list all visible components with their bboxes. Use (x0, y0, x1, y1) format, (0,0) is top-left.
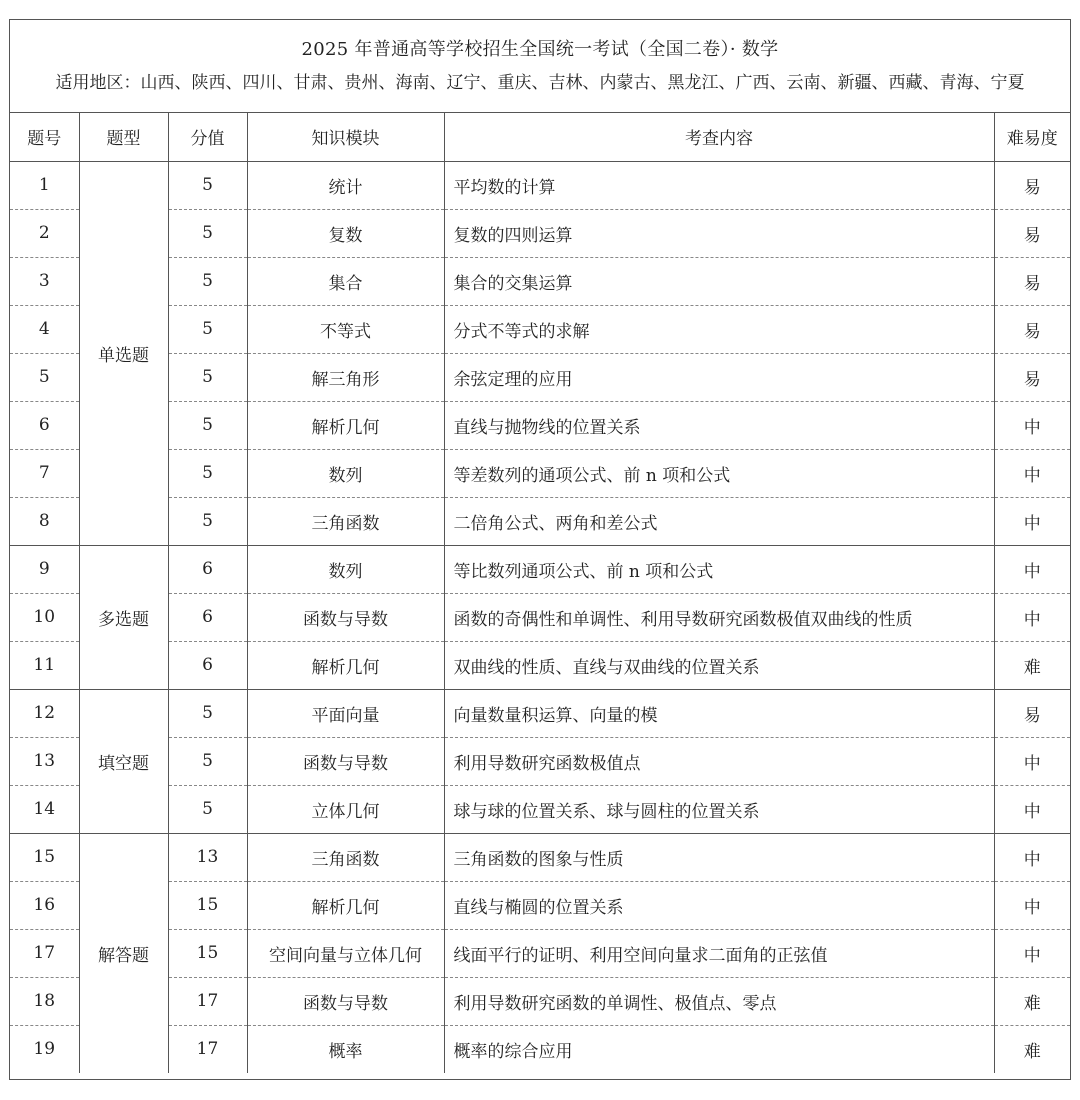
question-score: 5 (168, 257, 247, 305)
question-number: 8 (10, 497, 79, 545)
question-score: 17 (168, 977, 247, 1025)
difficulty-level: 中 (994, 881, 1070, 929)
question-score: 5 (168, 353, 247, 401)
table-row (10, 929, 1070, 977)
exam-content: 函数的奇偶性和单调性、利用导数研究函数极值双曲线的性质 (444, 593, 994, 641)
exam-content: 平均数的计算 (444, 161, 994, 209)
question-number: 4 (10, 305, 79, 353)
question-number: 12 (10, 689, 79, 737)
table-row (10, 833, 1070, 881)
knowledge-module: 函数与导数 (247, 737, 444, 785)
knowledge-module: 解析几何 (247, 881, 444, 929)
table-row (10, 737, 1070, 785)
question-number: 6 (10, 401, 79, 449)
question-score: 5 (168, 305, 247, 353)
knowledge-module: 解析几何 (247, 641, 444, 689)
knowledge-module: 三角函数 (247, 497, 444, 545)
difficulty-level: 难 (994, 1025, 1070, 1073)
question-number: 19 (10, 1025, 79, 1073)
knowledge-module: 数列 (247, 545, 444, 593)
column-header-no: 题号 (10, 113, 79, 161)
exam-content: 等比数列通项公式、前 n 项和公式 (444, 545, 994, 593)
question-score: 15 (168, 881, 247, 929)
question-score: 6 (168, 545, 247, 593)
difficulty-level: 易 (1023, 177, 1041, 198)
question-score: 5 (168, 161, 247, 209)
difficulty-level: 易 (994, 257, 1070, 305)
column-header-content: 考查内容 (444, 113, 994, 161)
difficulty-level: 难 (994, 641, 1070, 689)
question-number: 1 (10, 161, 79, 209)
exam-content: 直线与抛物线的位置关系 (444, 401, 994, 449)
question-score: 13 (168, 833, 247, 881)
question-score: 5 (168, 785, 247, 833)
question-table (10, 113, 1070, 1073)
exam-content: 利用导数研究函数极值点 (444, 737, 994, 785)
question-number: 5 (10, 353, 79, 401)
exam-content: 概率的综合应用 (444, 1025, 994, 1073)
exam-content: 双曲线的性质、直线与双曲线的位置关系 (444, 641, 994, 689)
exam-content: 利用导数研究函数的单调性、极值点、零点 (444, 977, 994, 1025)
difficulty-level: 中 (994, 497, 1070, 545)
column-header-type: 题型 (79, 113, 168, 161)
question-number: 10 (10, 593, 79, 641)
table-row (10, 497, 1070, 545)
difficulty-level: 中 (994, 737, 1070, 785)
question-score: 17 (168, 1025, 247, 1073)
knowledge-module: 三角函数 (247, 833, 444, 881)
table-row (10, 977, 1070, 1025)
difficulty-level: 中 (994, 785, 1070, 833)
table-row (10, 785, 1070, 833)
table-row (10, 401, 1070, 449)
question-number: 7 (10, 449, 79, 497)
exam-content: 分式不等式的求解 (444, 305, 994, 353)
knowledge-module: 函数与导数 (247, 977, 444, 1025)
table-body (10, 161, 1070, 1073)
question-type: 填空题 (79, 689, 168, 833)
question-number: 9 (10, 545, 79, 593)
table-row (10, 353, 1070, 401)
question-score: 5 (168, 449, 247, 497)
table-row (10, 881, 1070, 929)
question-number: 15 (10, 833, 79, 881)
knowledge-module: 解三角形 (247, 353, 444, 401)
knowledge-module: 不等式 (247, 305, 444, 353)
table-row (10, 689, 1070, 737)
column-header-score: 分值 (168, 113, 247, 161)
table-row (10, 449, 1070, 497)
knowledge-module: 立体几何 (247, 785, 444, 833)
difficulty-level: 易 (994, 305, 1070, 353)
question-number: 18 (10, 977, 79, 1025)
table-row (10, 209, 1070, 257)
exam-title: 2025 年普通高等学校招生全国统一考试（全国二卷）· 数学 (301, 39, 779, 60)
table-row (10, 545, 1070, 593)
table-row (10, 161, 1070, 209)
question-score: 15 (168, 929, 247, 977)
table-header-row (10, 113, 1070, 161)
question-score: 5 (168, 401, 247, 449)
exam-content: 集合的交集运算 (444, 257, 994, 305)
question-type: 单选题 (79, 161, 168, 545)
exam-content: 直线与椭圆的位置关系 (444, 881, 994, 929)
exam-content: 向量数量积运算、向量的模 (444, 689, 994, 737)
exam-content: 等差数列的通项公式、前 n 项和公式 (444, 449, 994, 497)
table-row (10, 641, 1070, 689)
knowledge-module: 集合 (247, 257, 444, 305)
question-type: 解答题 (79, 833, 168, 1073)
knowledge-module: 平面向量 (247, 689, 444, 737)
column-header-difficulty: 难易度 (994, 113, 1070, 161)
exam-analysis-sheet (9, 19, 1071, 1080)
question-number: 2 (10, 209, 79, 257)
difficulty-level: 中 (994, 833, 1070, 881)
knowledge-module: 概率 (247, 1025, 444, 1073)
table-row (10, 593, 1070, 641)
question-number: 17 (10, 929, 79, 977)
question-score: 6 (168, 641, 247, 689)
exam-content: 余弦定理的应用 (444, 353, 994, 401)
exam-content: 线面平行的证明、利用空间向量求二面角的正弦值 (444, 929, 994, 977)
question-score: 5 (168, 737, 247, 785)
difficulty-level: 难 (994, 977, 1070, 1025)
exam-content: 二倍角公式、两角和差公式 (444, 497, 994, 545)
exam-content: 复数的四则运算 (444, 209, 994, 257)
difficulty-level: 中 (994, 449, 1070, 497)
table-row (10, 305, 1070, 353)
question-score: 5 (168, 497, 247, 545)
question-number: 16 (10, 881, 79, 929)
knowledge-module: 统计 (247, 161, 444, 209)
column-header-module: 知识模块 (247, 113, 444, 161)
question-type: 多选题 (79, 545, 168, 689)
difficulty-level: 易 (994, 209, 1070, 257)
difficulty-level: 中 (994, 401, 1070, 449)
difficulty-level: 易 (994, 689, 1070, 737)
question-score: 5 (168, 689, 247, 737)
difficulty-level: 中 (994, 593, 1070, 641)
difficulty-level: 易 (994, 353, 1070, 401)
table-row (10, 257, 1070, 305)
question-number: 11 (10, 641, 79, 689)
knowledge-module: 解析几何 (247, 401, 444, 449)
question-number: 14 (10, 785, 79, 833)
table-row (10, 1025, 1070, 1073)
difficulty-level: 中 (994, 545, 1070, 593)
difficulty-level: 中 (994, 929, 1070, 977)
knowledge-module: 数列 (247, 449, 444, 497)
knowledge-module: 空间向量与立体几何 (247, 929, 444, 977)
question-number: 13 (10, 737, 79, 785)
knowledge-module: 复数 (247, 209, 444, 257)
exam-content: 三角函数的图象与性质 (444, 833, 994, 881)
applicable-regions: 适用地区：山西、陕西、四川、甘肃、贵州、海南、辽宁、重庆、吉林、内蒙古、黑龙江、广西、云南、新疆、西藏、青海、宁夏 (55, 73, 1025, 93)
sheet-header (10, 20, 1070, 113)
exam-content: 球与球的位置关系、球与圆柱的位置关系 (444, 785, 994, 833)
question-score: 6 (168, 593, 247, 641)
question-number: 3 (10, 257, 79, 305)
question-score: 5 (168, 209, 247, 257)
knowledge-module: 函数与导数 (247, 593, 444, 641)
